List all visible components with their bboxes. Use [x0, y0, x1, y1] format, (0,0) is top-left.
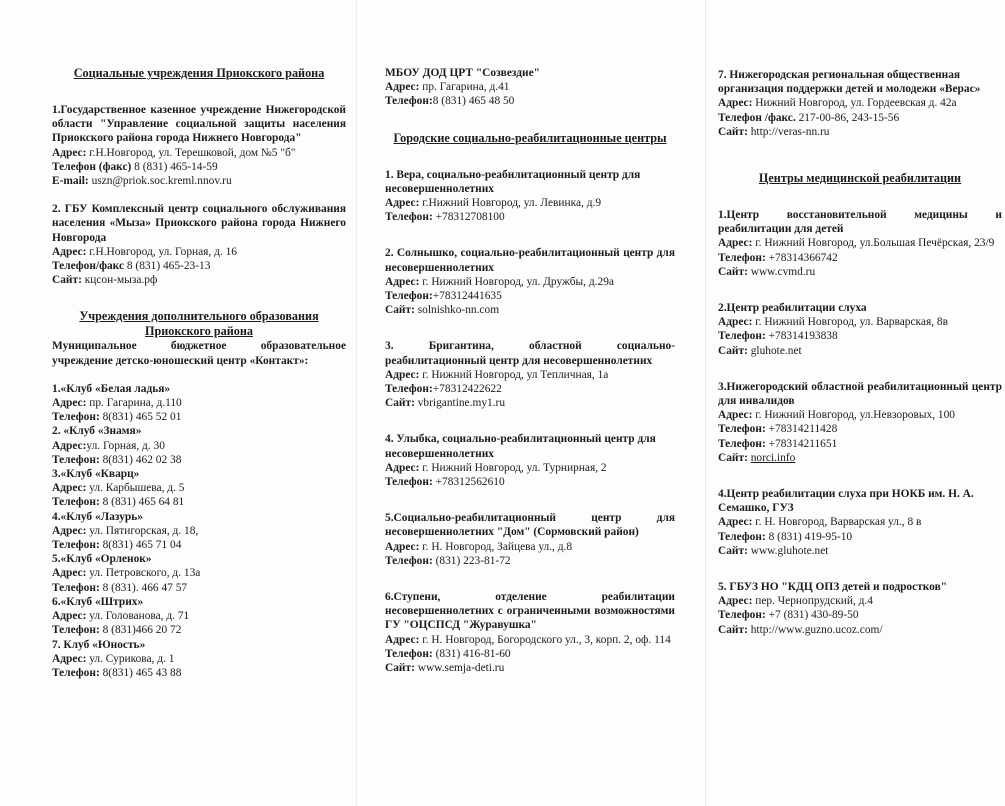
fold-line-right	[705, 0, 706, 806]
entry-veras: 7. Нижегородская региональная общественная организация поддержки детей и молодежи «Верас» Адрес: Нижний Новгород, ул. Гордеевская д. 42а Телефон /факс. 217-00-86, 243-15-56 Сайт: http://veras-nn.ru	[718, 68, 1002, 139]
email-link[interactable]: uszn@priok.soc.kreml.nnov.ru	[91, 175, 232, 188]
rehab-center-entry: 4. Улыбка, социально-реабилитационный центр для несовершеннолетних Адрес: г. Нижний Новгород, ул. Турнирная, 2 Телефон: +78312562610	[385, 433, 656, 489]
site-link[interactable]: www.gluhote.net	[750, 544, 829, 557]
org-name: 2. ГБУ Комплексный центр социального обслуживания населения «Мыза» Приокского района города Нижнего Новгорода	[52, 203, 346, 244]
rehab-center-entry: 1. Вера, социально-реабилитационный центр для несовершеннолетних Адрес: г.Нижний Новгород, ул. Левинка, д.9 Телефон: +78312708100	[385, 168, 641, 224]
address: г.Н.Новгород, ул. Терешковой, дом №5 "б"	[89, 146, 296, 159]
fold-line-left	[356, 0, 357, 806]
site-link[interactable]: кцсон-мыза.рф	[84, 274, 158, 287]
clubs-list	[52, 382, 346, 680]
panel-left	[52, 0, 346, 680]
club-entry: 5.«Клуб «Орленок» Адрес: ул. Петровского, д. 13а Телефон: 8 (831). 466 47 57	[52, 553, 201, 594]
phone: 8 (831) 465-23-13	[126, 260, 211, 273]
panel-right	[718, 0, 1002, 637]
site-link[interactable]: vbrigantine.my1.ru	[417, 397, 506, 410]
rehab-center-entry: 2. Солнышко, социально-реабилитационный центр для несовершеннолетних Адрес: г. Нижний Новгород, ул. Дружбы, д.29а Телефон:+78312441635 Сайт: solnishko-nn.com	[385, 247, 675, 317]
org-name: 1.Государственное казенное учреждение Нижегородской области "Управление социальной защиты населения Приокского района города Нижнего Новгорода"	[52, 104, 346, 145]
medical-center-entry: 3.Нижегородский областной реабилитационный центр для инвалидов Адрес: г. Нижний Новгород, ул.Невзоровых, 100 Телефон: +78314211428 Телефон: +78314211651 Сайт: norci.info	[718, 380, 1002, 464]
site-link[interactable]: gluhote.net	[750, 344, 802, 357]
club-entry: 3.«Клуб «Кварц» Адрес: ул. Карбышева, д. 5 Телефон: 8 (831) 465 64 81	[52, 468, 185, 509]
medical-center-entry: 1.Центр восстановительной медицины и реабилитации для детей Адрес: г. Нижний Новгород, ул.Большая Печёрская, 23/9 Телефон: +78314366742 Сайт: www.cvmd.ru	[718, 209, 1002, 278]
phone: 8 (831) 465-14-59	[134, 160, 218, 173]
site-link[interactable]: www.semja-deti.ru	[417, 662, 505, 675]
org-name: МБОУ ДОД ЦРТ "Созвездие"	[385, 67, 540, 79]
section-title-medical-rehab: Центры медицинской реабилитации	[758, 171, 962, 186]
rehab-center-entry: 5.Социально-реабилитационный центр для несовершеннолетних "Дом" (Сормовский район) Адрес: г. Н. Новгород, Зайцева ул., д.8 Телефон: (831) 223-81-72	[385, 512, 675, 567]
site-link[interactable]: norci.info	[750, 451, 796, 464]
club-entry: 2. «Клуб «Знамя» Адрес:ул. Горная, д. 30 Телефон: 8(831) 462 02 38	[52, 425, 182, 466]
site-link[interactable]: solnishko-nn.com	[417, 304, 500, 317]
rehab-center-entry: 3. Бригантина, областной социально-реабилитационный центр для несовершеннолетних Адрес: г. Нижний Новгород, ул Тепличная, 1а Телефон:+78312422622 Сайт: vbrigantine.my1.ru	[385, 340, 675, 410]
rehab-center-entry: 6.Ступени, отделение реабилитации несовершеннолетних с ограниченными возможностями ГУ "ОЦСПСД "Журавушка" Адрес: г. Н. Новгород, Богородского ул., 3, корп. 2, оф. 114 Телефон: (831) 416-81-60 Сайт: www.semja-deti.ru	[385, 591, 675, 675]
entry-gbu-myza: 2. ГБУ Комплексный центр социального обслуживания населения «Мыза» Приокского района города Нижнего Новгорода Адрес: г.Н.Новгород, ул. Горная, д. 16 Телефон/факс 8 (831) 465-23-13 Сайт: кцсон-мыза.рф	[52, 203, 346, 287]
site-link[interactable]: http://www.guzno.ucoz.com/	[750, 623, 883, 636]
club-entry: 7. Клуб «Юность» Адрес: ул. Сурикова, д. 1 Телефон: 8(831) 465 43 88	[52, 638, 182, 679]
club-entry: 6.«Клуб «Штрих» Адрес: ул. Голованова, д. 71 Телефон: 8 (831)466 20 72	[52, 595, 190, 637]
panel-middle	[385, 0, 675, 675]
section-title-rehab-centers: Городские социально-реабилитационные центры	[393, 130, 667, 145]
medical-center-entry: 2.Центр реабилитации слуха Адрес: г. Нижний Новгород, ул. Варварская, 8в Телефон: +78314193838 Сайт: gluhote.net	[718, 302, 948, 357]
medical-center-entry: 5. ГБУЗ НО "КДЦ ОПЗ детей и подростков" Адрес: пер. Чернопрудский, д.4 Телефон: +7 (831) 430-89-50 Сайт: http://www.guzno.ucoz.com/	[718, 581, 948, 636]
section-title-education: Учреждения дополнительного образования Приокского района	[79, 309, 319, 339]
entry-mbou-sozvezdie: МБОУ ДОД ЦРТ "Созвездие" Адрес: пр. Гагарина, д.41 Телефон:8 (831) 465 48 50	[385, 66, 675, 109]
org-name: 7. Нижегородская региональная общественная организация поддержки детей и молодежи «Верас»	[718, 69, 981, 96]
entry-gku-uszn: 1.Государственное казенное учреждение Нижегородской области "Управление социальной защиты населения Приокского района города Нижнего Новгорода" Адрес: г.Н.Новгород, ул. Терешковой, дом №5 "б" Телефон (факс) 8 (831) 465-14-59 E-mail: uszn@priok.soc.kreml.nnov.ru	[52, 104, 346, 188]
section-title-social: Социальные учреждения Приокского района	[73, 66, 325, 80]
medical-center-entry: 4.Центр реабилитации слуха при НОКБ им. Н. А. Семашко, ГУЗ Адрес: г. Н. Новгород, Варварская ул., 8 в Телефон: 8 (831) 419-95-10 Сайт: www.gluhote.net	[718, 488, 974, 557]
site-link[interactable]: www.cvmd.ru	[750, 265, 816, 278]
club-entry: 1.«Клуб «Белая ладья» Адрес: пр. Гагарина, д.110 Телефон: 8(831) 465 52 01	[52, 382, 182, 424]
club-entry: 4.«Клуб «Лазурь» Адрес: ул. Пятигорская, д. 18, Телефон: 8(831) 465 71 04	[52, 510, 199, 552]
address: г.Н.Новгород, ул. Горная, д. 16	[89, 245, 237, 258]
site-link[interactable]: http://veras-nn.ru	[750, 125, 830, 138]
edu-intro: Муниципальное бюджетное образовательное учреждение детско-юношеский центр «Контакт»:	[52, 340, 346, 367]
